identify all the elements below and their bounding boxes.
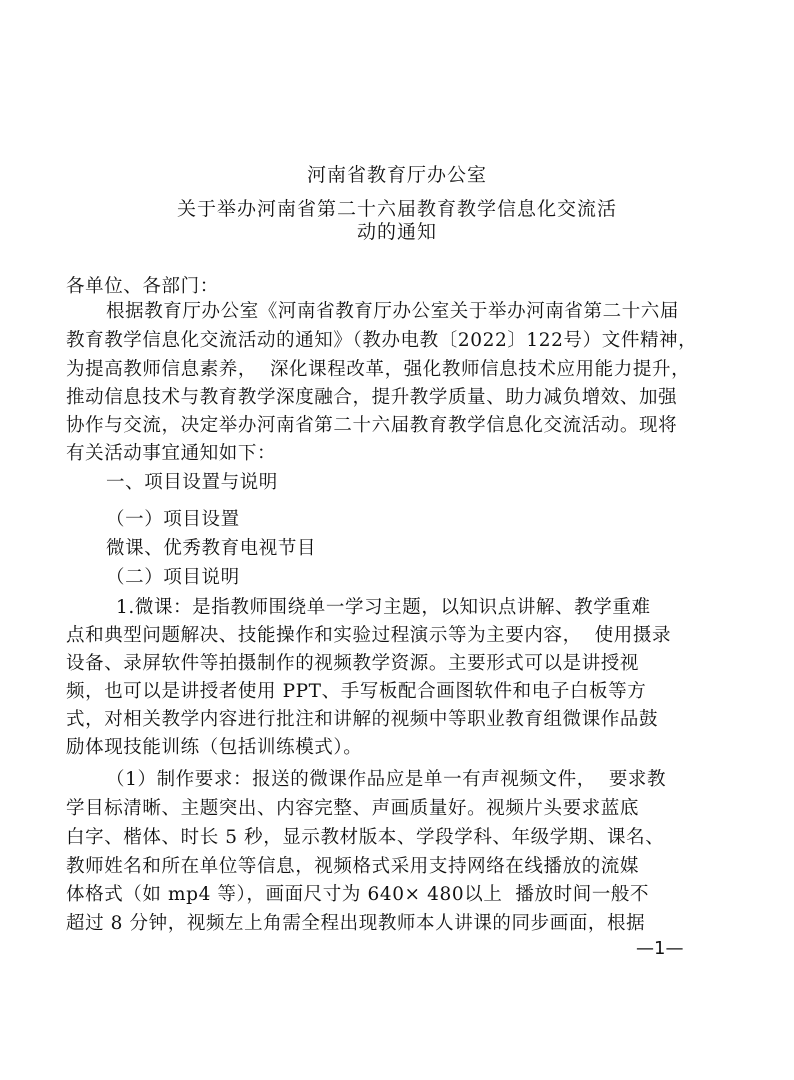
body-line: 有关活动事宜通知如下： [66, 443, 277, 464]
subsection-heading: （二）项目说明 [106, 567, 240, 588]
body-line: 白字、楷体、时长 5 秒，显示教材版本、学段学科、年级学期、课名、 [66, 827, 665, 848]
body-line: 为提高教师信息素养， 深化课程改革，强化教师信息技术应用能力提升， [66, 359, 691, 380]
body-line: 1.微课：是指教师围绕单一学习主题，以知识点讲解、教学重难 [116, 597, 651, 618]
body-line: 教师姓名和所在单位等信息，视频格式采用支持网络在线播放的流媒 [66, 856, 640, 877]
section-heading: 一、项目设置与说明 [106, 472, 278, 493]
body-line: 学目标清晰、主题突出、内容完整、声画质量好。视频片头要求蓝底 [66, 798, 640, 819]
body-line: 点和典型问题解决、技能操作和实验过程演示等为主要内容， 使用摄录 [66, 625, 672, 646]
body-line: 教育教学信息化交流活动的通知》（教办电教〔2022〕122号）文件精神， [66, 330, 698, 351]
salutation: 各单位、各部门： [66, 276, 219, 297]
body-line: 励体现技能训练（包括训练模式）。 [66, 737, 363, 758]
page-number: —1— [636, 938, 684, 959]
body-line: 微课、优秀教育电视节目 [106, 538, 317, 559]
body-line: （1）制作要求：报送的微课作品应是单一有声视频文件， 要求教 [106, 769, 667, 790]
body-line: 设备、录屏软件等拍摄制作的视频教学资源。主要形式可以是讲授视 [66, 653, 640, 674]
issuer-title: 河南省教育厅办公室 [306, 164, 487, 186]
notice-title-line-2: 动的通知 [356, 221, 437, 243]
body-line: 根据教育厅办公室《河南省教育厅办公室关于举办河南省第二十六届 [106, 301, 680, 322]
body-line: 体格式（如 mp4 等），画面尺寸为 640× 480以上 播放时间一般不 [66, 884, 650, 905]
notice-title-line-1: 关于举办河南省第二十六届教育教学信息化交流活 [176, 198, 617, 220]
body-line: 超过 8 分钟，视频左上角需全程出现教师本人讲课的同步画面，根据 [66, 913, 646, 934]
subsection-heading: （一）项目设置 [106, 509, 240, 530]
body-line: 推动信息技术与教育教学深度融合，提升教学质量、助力减负增效、加强 [66, 387, 678, 408]
body-line: 式，对相关教学内容进行批注和讲解的视频中等职业教育组微课作品鼓 [66, 709, 659, 730]
body-line: 频，也可以是讲授者使用 PPT、手写板配合画图软件和电子白板等方 [66, 681, 647, 702]
body-line: 协作与交流，决定举办河南省第二十六届教育教学信息化交流活动。现将 [66, 415, 678, 436]
